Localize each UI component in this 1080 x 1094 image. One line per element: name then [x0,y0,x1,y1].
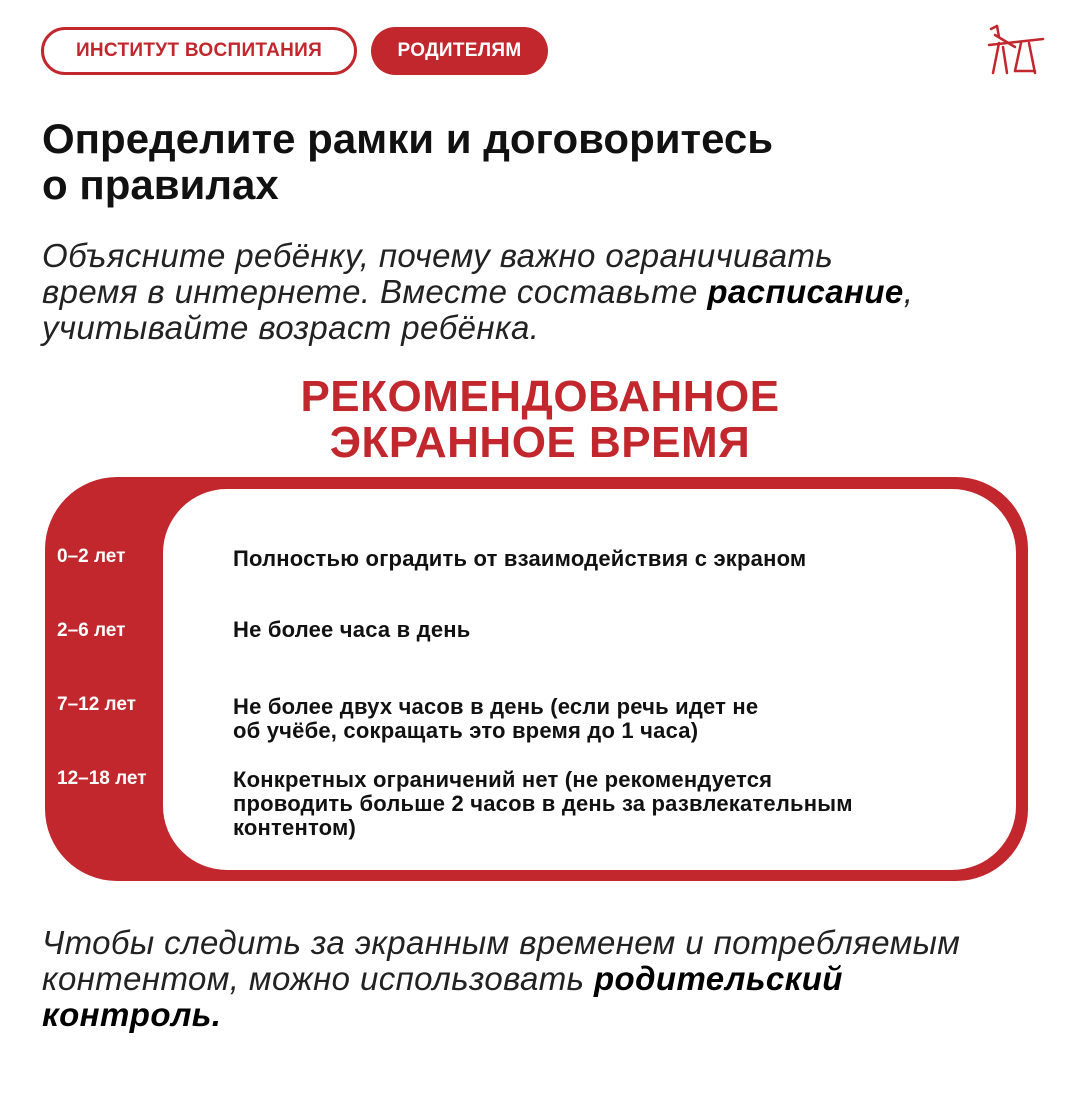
page-title-line1: Определите рамки и договоритесь [42,115,774,162]
parents-tag [371,27,548,75]
recommendation-0-2-line1: Полностью оградить от взаимодействия с экраном [233,546,807,571]
parents-tag-label: РОДИТЕЛЯМ [397,40,522,61]
recommendation-12-18-line2: проводить больше 2 часов в день за развлекательным [233,791,853,816]
recommendation-0-2 [233,547,973,571]
age-label-0-2: 0–2 лет [57,546,126,567]
institute-tag-label: ИНСТИТУТ ВОСПИТАНИЯ [75,40,323,61]
lead-text [42,238,1042,346]
lead-line1: Объясните ребёнку, почему важно ограничивать [42,237,834,274]
recommended-heading [0,374,1080,466]
recommendation-2-6 [233,618,973,642]
age-label-12-18: 12–18 лет [57,768,147,789]
footer-line2-pre: контентом, можно использовать [42,960,594,997]
age-label-2-6: 2–6 лет [57,620,126,641]
recommendation-7-12 [233,695,973,743]
age-label-7-12: 7–12 лет [57,694,136,715]
horse-line-logo-icon [985,23,1047,77]
footer-line1: Чтобы следить за экранным временем и потребляемым [42,924,961,961]
page-title-line2: о правилах [42,161,279,208]
recommendation-2-6-line1: Не более часа в день [233,617,471,642]
recommended-heading-line2: ЭКРАННОЕ ВРЕМЯ [329,418,751,467]
recommendation-7-12-line2: об учёбе, сокращать это время до 1 часа) [233,718,699,743]
lead-line2-pre: время в интернете. Вместе составьте [42,273,708,310]
recommended-heading-line1: РЕКОМЕНДОВАННОЕ [300,372,780,421]
lead-schedule-bold: расписание [707,273,904,310]
footer-parental-bold: родительский [593,960,843,997]
recommendation-7-12-line1: Не более двух часов в день (если речь идет не [233,694,759,719]
recommendation-12-18 [233,768,973,840]
lead-line2-post: , [903,273,914,310]
footer-text [42,925,1052,1033]
footer-control-bold: контроль. [42,996,222,1033]
recommendation-12-18-line3: контентом) [233,815,356,840]
recommendation-12-18-line1: Конкретных ограничений нет (не рекомендуется [233,767,773,792]
lead-line3: учитывайте возраст ребёнка. [42,309,540,346]
institute-tag [41,27,357,75]
page-title [42,116,1002,208]
